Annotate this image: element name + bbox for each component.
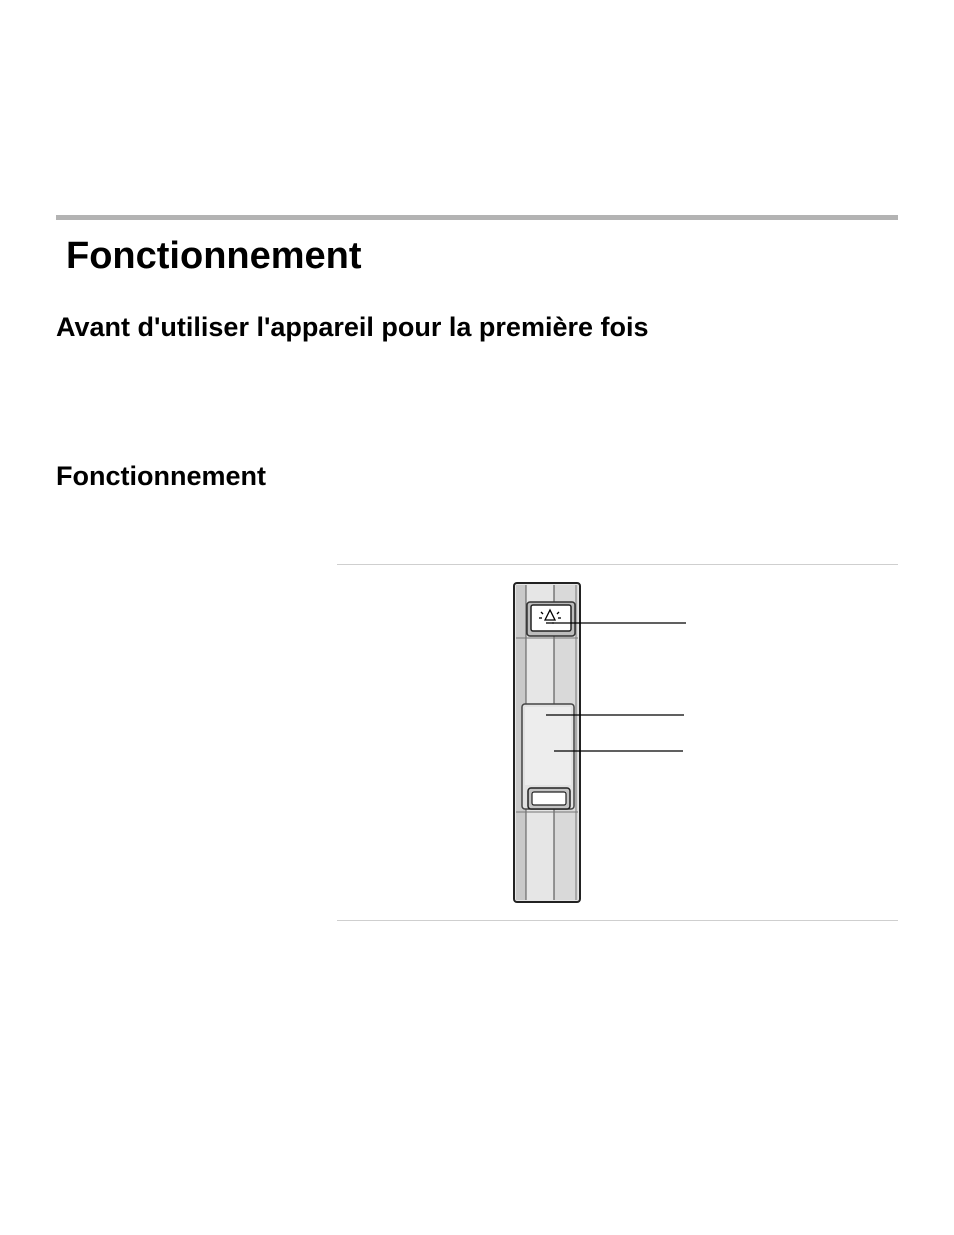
section-heading-first-use: Avant d'utiliser l'appareil pour la première fois xyxy=(56,312,649,342)
page-title: Fonctionnement xyxy=(66,235,362,277)
figure-top-rule xyxy=(337,564,898,565)
header-rule xyxy=(56,215,898,220)
figure-bottom-rule xyxy=(337,920,898,921)
section-heading-operation: Fonctionnement xyxy=(56,461,266,491)
control-panel-figure xyxy=(500,576,700,912)
fan-switch[interactable] xyxy=(528,788,570,809)
light-button[interactable] xyxy=(527,602,575,636)
